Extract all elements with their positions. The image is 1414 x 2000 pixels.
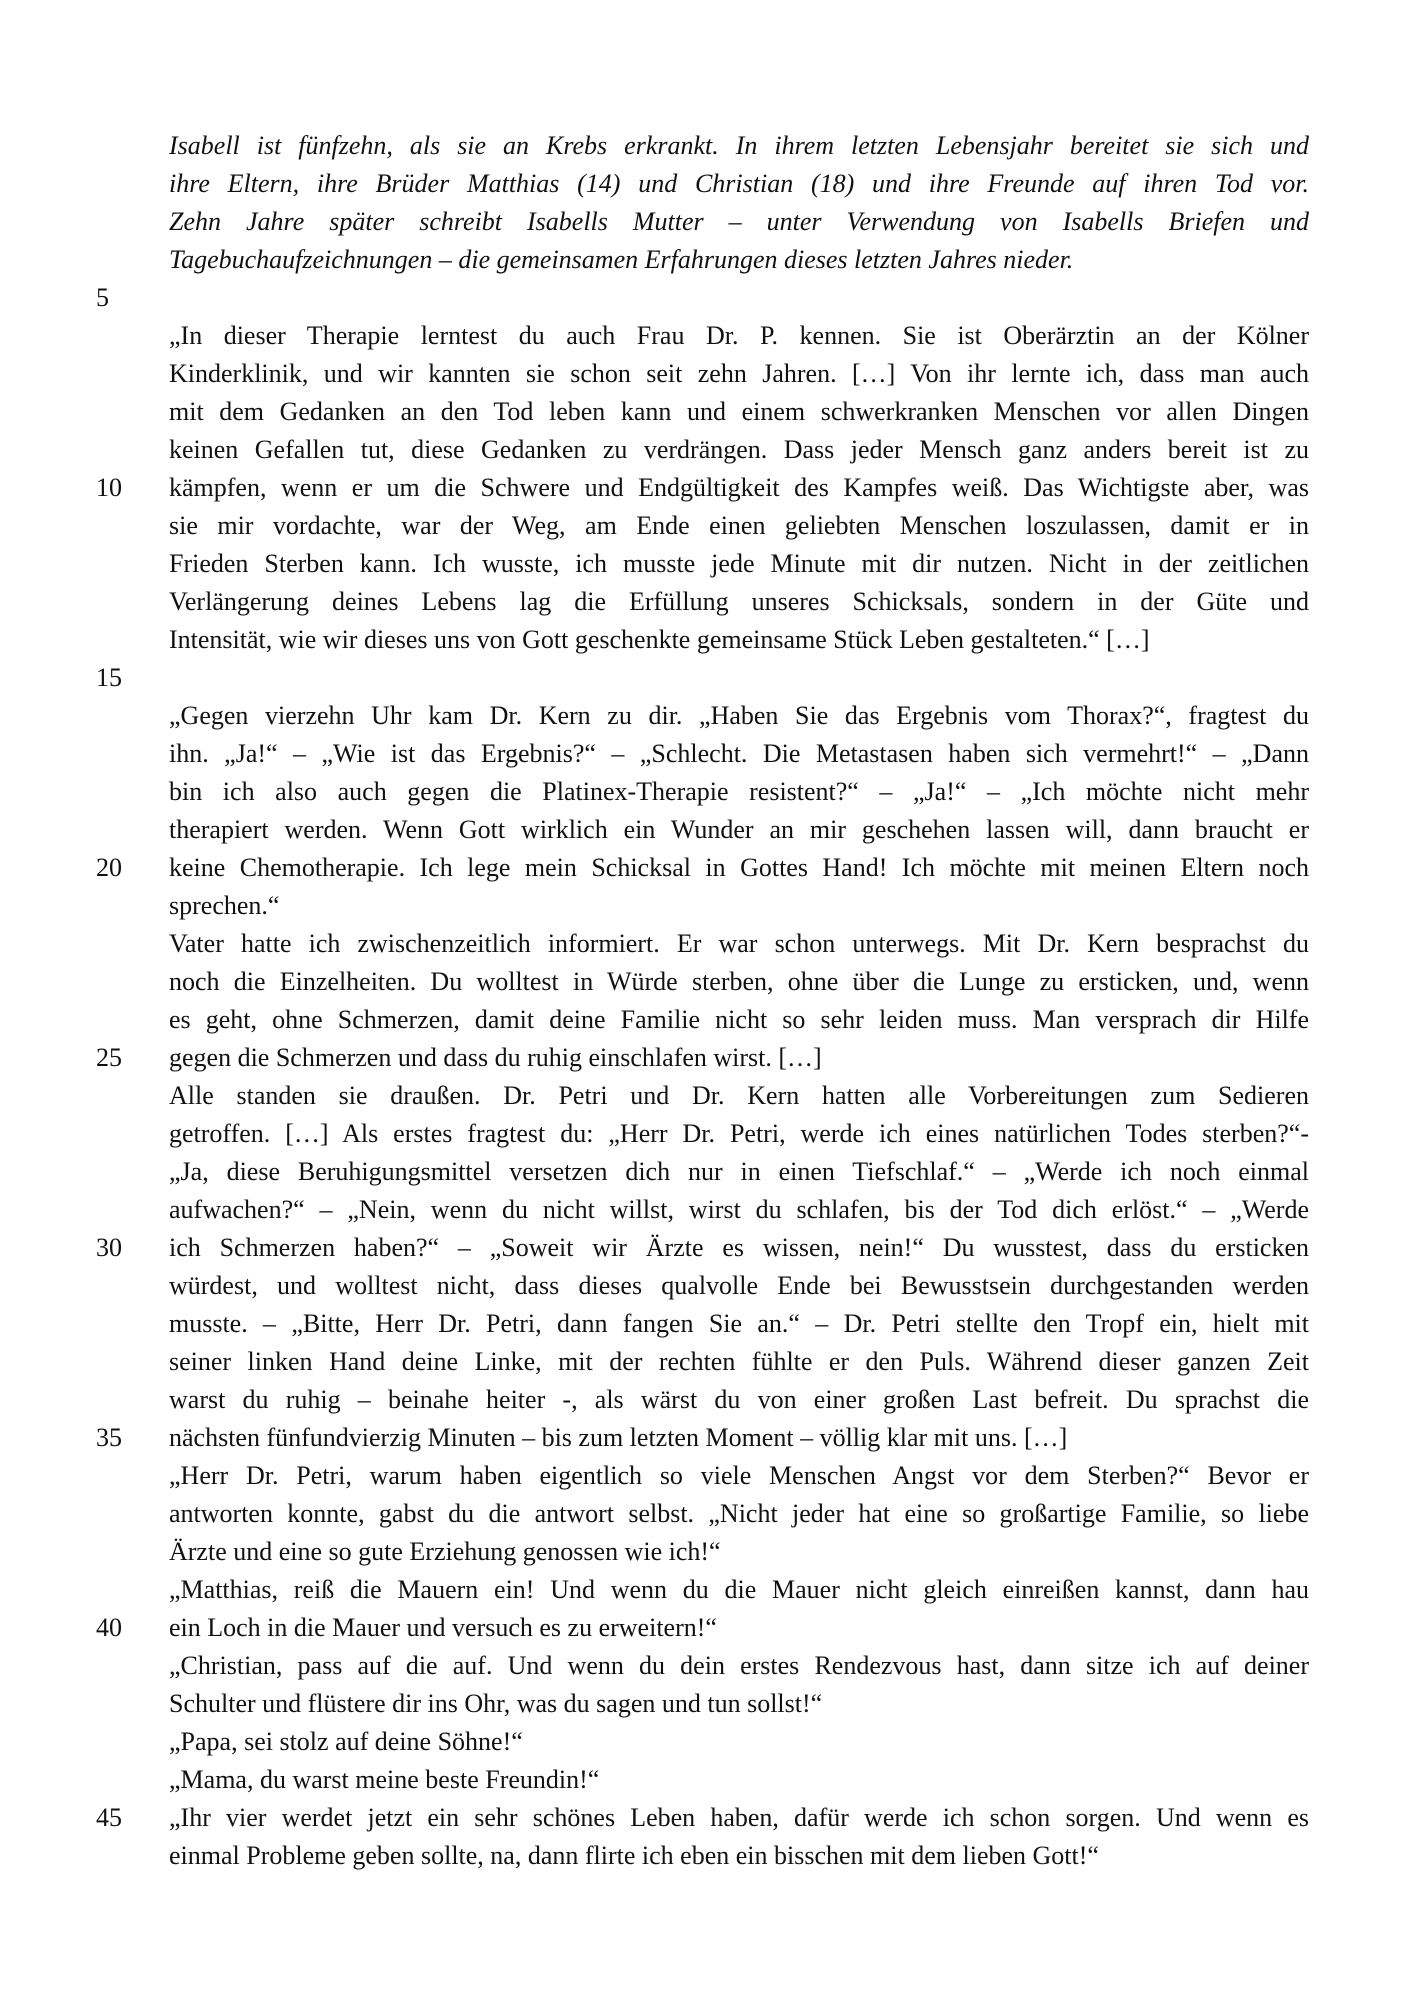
line-number: 45 xyxy=(96,1803,122,1832)
body-line: keinen Gefallen tut, diese Gedanken zu verdrängen. Dass jeder Mensch ganz anders bereit ist zu xyxy=(169,435,1309,464)
body-line: ein Loch in die Mauer und versuch es zu erweitern!“ xyxy=(169,1613,717,1642)
line-number: 15 xyxy=(96,663,122,692)
body-line: Vater hatte ich zwischenzeitlich informiert. Er war schon unterwegs. Mit Dr. Kern besprachst du xyxy=(169,929,1309,958)
body-line: „Ja, diese Beruhigungsmittel versetzen dich nur in einen Tiefschlaf.“ – „Werde ich noch einmal xyxy=(169,1157,1309,1186)
body-line: mit dem Gedanken an den Tod leben kann und einem schwerkranken Menschen vor allen Dingen xyxy=(169,397,1309,426)
body-line: aufwachen?“ – „Nein, wenn du nicht willst, wirst du schlafen, bis der Tod dich erlöst.“ – „Werde xyxy=(169,1195,1309,1224)
body-line: Schulter und flüstere dir ins Ohr, was du sagen und tun sollst!“ xyxy=(169,1689,823,1718)
body-line: einmal Probleme geben sollte, na, dann flirte ich eben ein bisschen mit dem lieben Gott!“ xyxy=(169,1841,1099,1870)
body-line: keine Chemotherapie. Ich lege mein Schicksal in Gottes Hand! Ich möchte mit meinen Eltern noch xyxy=(169,853,1309,882)
body-line: Kinderklinik, und wir kannten sie schon seit zehn Jahren. […] Von ihr lernte ich, dass man auch xyxy=(169,359,1309,388)
line-number: 40 xyxy=(96,1613,122,1642)
body-line: therapiert werden. Wenn Gott wirklich ein Wunder an mir geschehen lassen will, dann braucht er xyxy=(169,815,1309,844)
intro-line: Tagebuchaufzeichnungen – die gemeinsamen Erfahrungen dieses letzten Jahres nieder. xyxy=(169,245,1074,274)
body-line: Alle standen sie draußen. Dr. Petri und Dr. Kern hatten alle Vorbereitungen zum Sedieren xyxy=(169,1081,1309,1110)
body-line: ihn. „Ja!“ – „Wie ist das Ergebnis?“ – „Schlecht. Die Metastasen haben sich vermehrt!“ – „Dann xyxy=(169,739,1309,768)
body-line: Verlängerung deines Lebens lag die Erfüllung unseres Schicksals, sondern in der Güte und xyxy=(169,587,1309,616)
body-line: warst du ruhig – beinahe heiter -, als wärst du von einer großen Last befreit. Du sprachst die xyxy=(169,1385,1309,1414)
body-line: seiner linken Hand deine Linke, mit der rechten fühlte er den Puls. Während dieser ganzen Zeit xyxy=(169,1347,1309,1376)
body-line: sie mir vordachte, war der Weg, am Ende einen geliebten Menschen loszulassen, damit er in xyxy=(169,511,1309,540)
body-line: würdest, und wolltest nicht, dass dieses qualvolle Ende bei Bewusstsein durchgestanden werden xyxy=(169,1271,1309,1300)
body-line: „Herr Dr. Petri, warum haben eigentlich so viele Menschen Angst vor dem Sterben?“ Bevor er xyxy=(169,1461,1309,1490)
body-line: „In dieser Therapie lerntest du auch Frau Dr. P. kennen. Sie ist Oberärztin an der Kölner xyxy=(169,321,1309,350)
intro-line: Isabell ist fünfzehn, als sie an Krebs erkrankt. In ihrem letzten Lebensjahr bereitet sie sich und xyxy=(169,131,1309,160)
intro-line: ihre Eltern, ihre Brüder Matthias (14) und Christian (18) und ihre Freunde auf ihren Tod vor. xyxy=(169,169,1309,198)
body-line: kämpfen, wenn er um die Schwere und Endgültigkeit des Kampfes weiß. Das Wichtigste aber, was xyxy=(169,473,1309,502)
body-line: getroffen. […] Als erstes fragtest du: „Herr Dr. Petri, werde ich eines natürlichen Todes sterben?“- xyxy=(169,1119,1309,1148)
body-line: musste. – „Bitte, Herr Dr. Petri, dann fangen Sie an.“ – Dr. Petri stellte den Tropf ein, hielt mit xyxy=(169,1309,1309,1338)
body-line: Frieden Sterben kann. Ich wusste, ich musste jede Minute mit dir nutzen. Nicht in der zeitlichen xyxy=(169,549,1309,578)
body-line: antworten konnte, gabst du die antwort selbst. „Nicht jeder hat eine so großartige Familie, so liebe xyxy=(169,1499,1309,1528)
line-number: 10 xyxy=(96,473,122,502)
body-line: „Ihr vier werdet jetzt ein sehr schönes Leben haben, dafür werde ich schon sorgen. Und wenn es xyxy=(169,1803,1309,1832)
body-line: sprechen.“ xyxy=(169,891,280,920)
body-line: „Matthias, reiß die Mauern ein! Und wenn du die Mauer nicht gleich einreißen kannst, dann hau xyxy=(169,1575,1309,1604)
line-number: 25 xyxy=(96,1043,122,1072)
body-line: Intensität, wie wir dieses uns von Gott geschenkte gemeinsame Stück Leben gestalteten.“ […] xyxy=(169,625,1150,654)
body-line: gegen die Schmerzen und dass du ruhig einschlafen wirst. […] xyxy=(169,1043,822,1072)
intro-line: Zehn Jahre später schreibt Isabells Mutter – unter Verwendung von Isabells Briefen und xyxy=(169,207,1309,236)
body-line: „Mama, du warst meine beste Freundin!“ xyxy=(169,1765,600,1794)
body-line: es geht, ohne Schmerzen, damit deine Familie nicht so sehr leiden muss. Man versprach dir Hilfe xyxy=(169,1005,1309,1034)
body-line: nächsten fünfundvierzig Minuten – bis zum letzten Moment – völlig klar mit uns. […] xyxy=(169,1423,1068,1452)
body-line: bin ich also auch gegen die Platinex-Therapie resistent?“ – „Ja!“ – „Ich möchte nicht mehr xyxy=(169,777,1309,806)
line-number: 20 xyxy=(96,853,122,882)
body-line: „Papa, sei stolz auf deine Söhne!“ xyxy=(169,1727,523,1756)
line-number: 35 xyxy=(96,1423,122,1452)
body-line: „Gegen vierzehn Uhr kam Dr. Kern zu dir. „Haben Sie das Ergebnis vom Thorax?“, fragtest du xyxy=(169,701,1309,730)
body-line: noch die Einzelheiten. Du wolltest in Würde sterben, ohne über die Lunge zu ersticken, und, wenn xyxy=(169,967,1309,996)
line-number: 5 xyxy=(96,283,109,312)
line-number: 30 xyxy=(96,1233,122,1262)
body-line: ich Schmerzen haben?“ – „Soweit wir Ärzte es wissen, nein!“ Du wusstest, dass du ersticken xyxy=(169,1233,1309,1262)
body-line: Ärzte und eine so gute Erziehung genossen wie ich!“ xyxy=(169,1537,721,1566)
body-line: „Christian, pass auf die auf. Und wenn du dein erstes Rendezvous hast, dann sitze ich auf deiner xyxy=(169,1651,1309,1680)
